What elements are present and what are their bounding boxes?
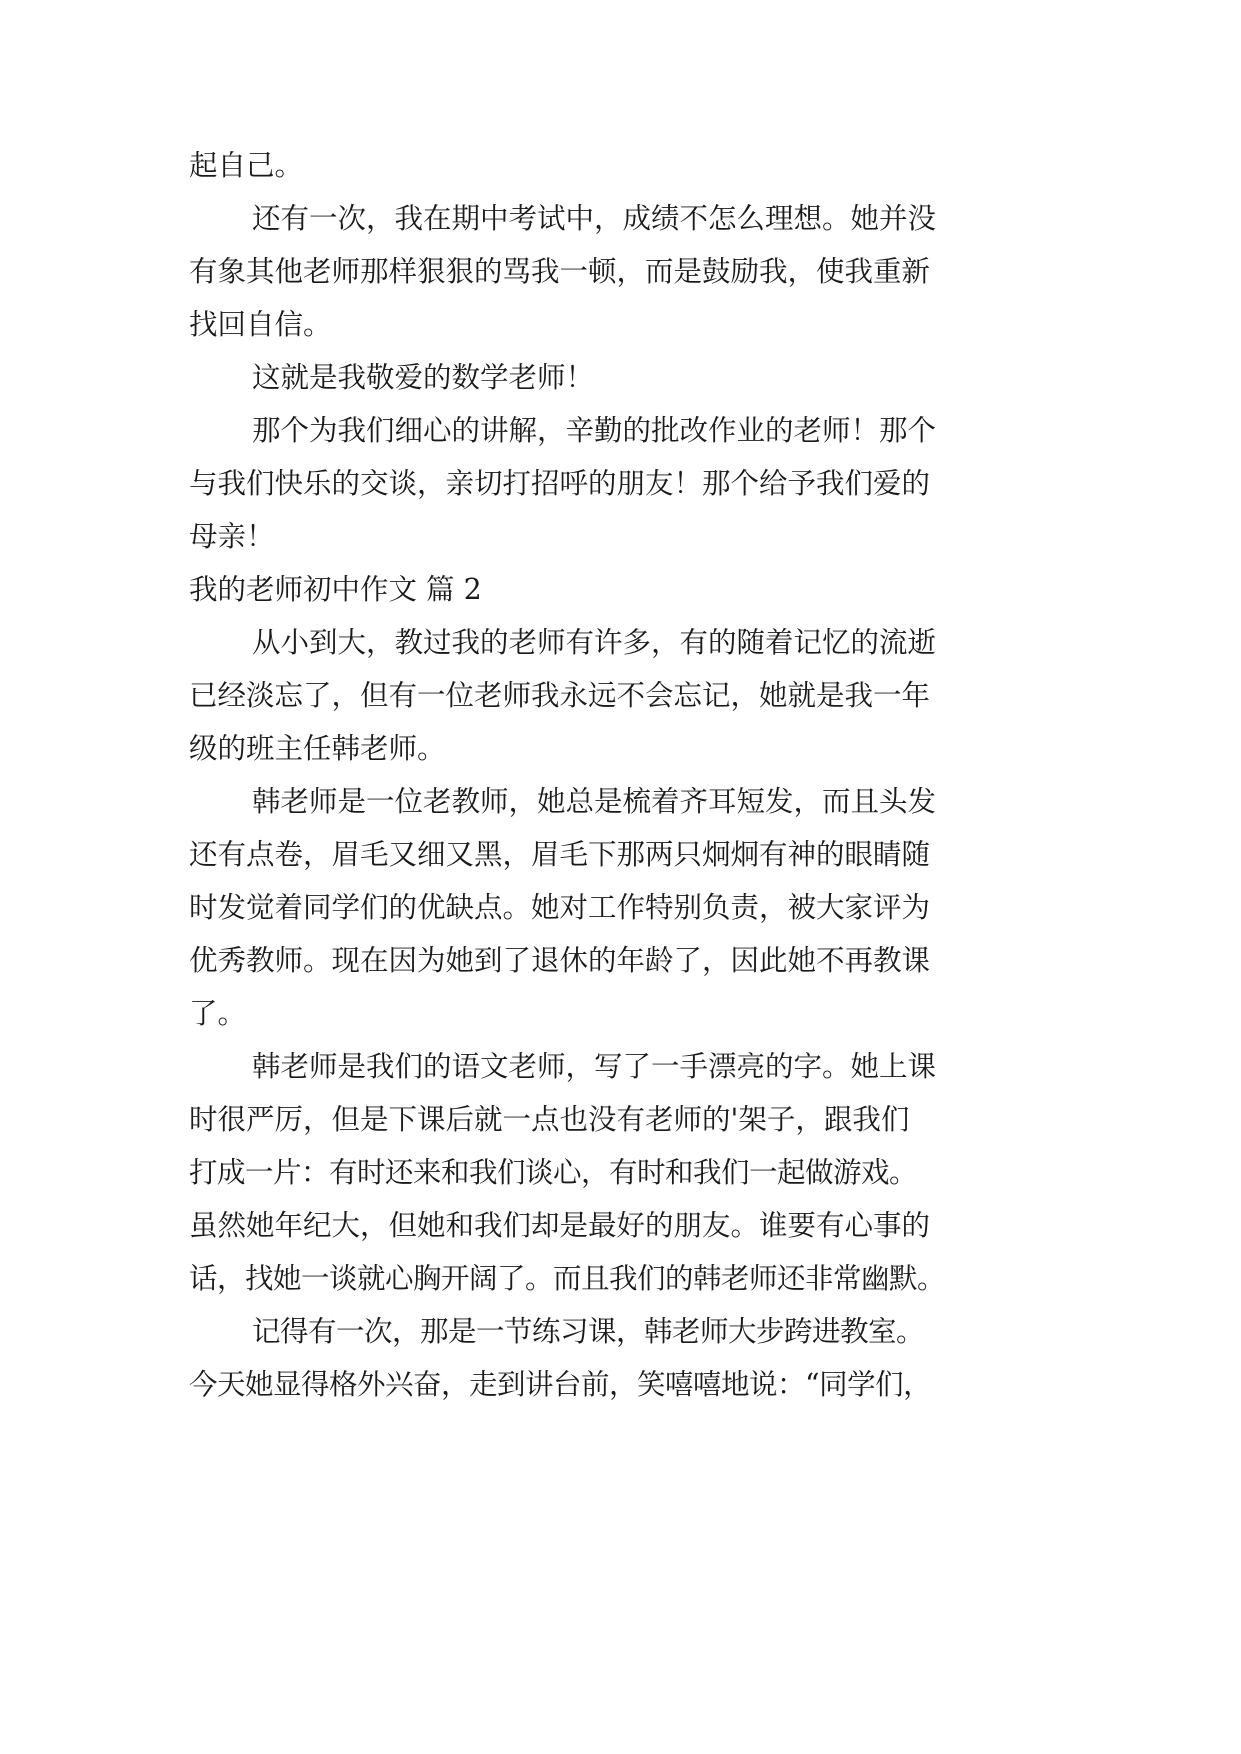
paragraph-line: 这就是我敬爱的数学老师！ bbox=[252, 361, 595, 394]
paragraph-line: 虽然她年纪大，但她和我们却是最好的朋友。谁要有心事的 bbox=[189, 1209, 931, 1242]
paragraph-line: 今天她显得格外兴奋，走到讲台前，笑嘻嘻地说：“同学们， bbox=[189, 1368, 932, 1401]
paragraph-line: 打成一片：有时还来和我们谈心，有时和我们一起做游戏。 bbox=[189, 1156, 918, 1189]
paragraph-line: 优秀教师。现在因为她到了退休的年龄了，因此她不再教课 bbox=[189, 944, 931, 977]
paragraph-line: 级的班主任韩老师。 bbox=[189, 732, 446, 765]
paragraph-line: 母亲！ bbox=[189, 520, 275, 553]
paragraph-line: 韩老师是我们的语文老师，写了一手漂亮的字。她上课 bbox=[252, 1050, 937, 1083]
paragraph-line: 与我们快乐的交谈，亲切打招呼的朋友！那个给予我们爱的 bbox=[189, 467, 931, 500]
paragraph-line: 还有一次，我在期中考试中，成绩不怎么理想。她并没 bbox=[252, 202, 937, 235]
paragraph-line: 找回自信。 bbox=[189, 308, 332, 341]
paragraph-line: 已经淡忘了，但有一位老师我永远不会忘记，她就是我一年 bbox=[189, 679, 931, 712]
paragraph-line: 了。 bbox=[189, 997, 247, 1030]
section-heading: 我的老师初中作文 篇 2 bbox=[189, 573, 482, 606]
paragraph-line: 话，找她一谈就心胸开阔了。而且我们的韩老师还非常幽默。 bbox=[189, 1262, 946, 1295]
paragraph-line: 从小到大，教过我的老师有许多，有的随着记忆的流逝 bbox=[252, 626, 937, 659]
paragraph-line: 时发觉着同学们的优缺点。她对工作特别负责，被大家评为 bbox=[189, 891, 931, 924]
paragraph-line: 韩老师是一位老教师，她总是梳着齐耳短发，而且头发 bbox=[252, 785, 937, 818]
paragraph-line: 还有点卷，眉毛又细又黑，眉毛下那两只炯炯有神的眼睛随 bbox=[189, 838, 931, 871]
paragraph-line: 那个为我们细心的讲解，辛勤的批改作业的老师！那个 bbox=[252, 414, 937, 447]
paragraph-line: 时很严厉，但是下课后就一点也没有老师的'架子，跟我们 bbox=[189, 1103, 910, 1136]
paragraph-line: 有象其他老师那样狠狠的骂我一顿，而是鼓励我，使我重新 bbox=[189, 255, 931, 288]
paragraph-line: 起自己。 bbox=[189, 149, 304, 182]
paragraph-line: 记得有一次，那是一节练习课，韩老师大步跨进教室。 bbox=[252, 1315, 925, 1348]
